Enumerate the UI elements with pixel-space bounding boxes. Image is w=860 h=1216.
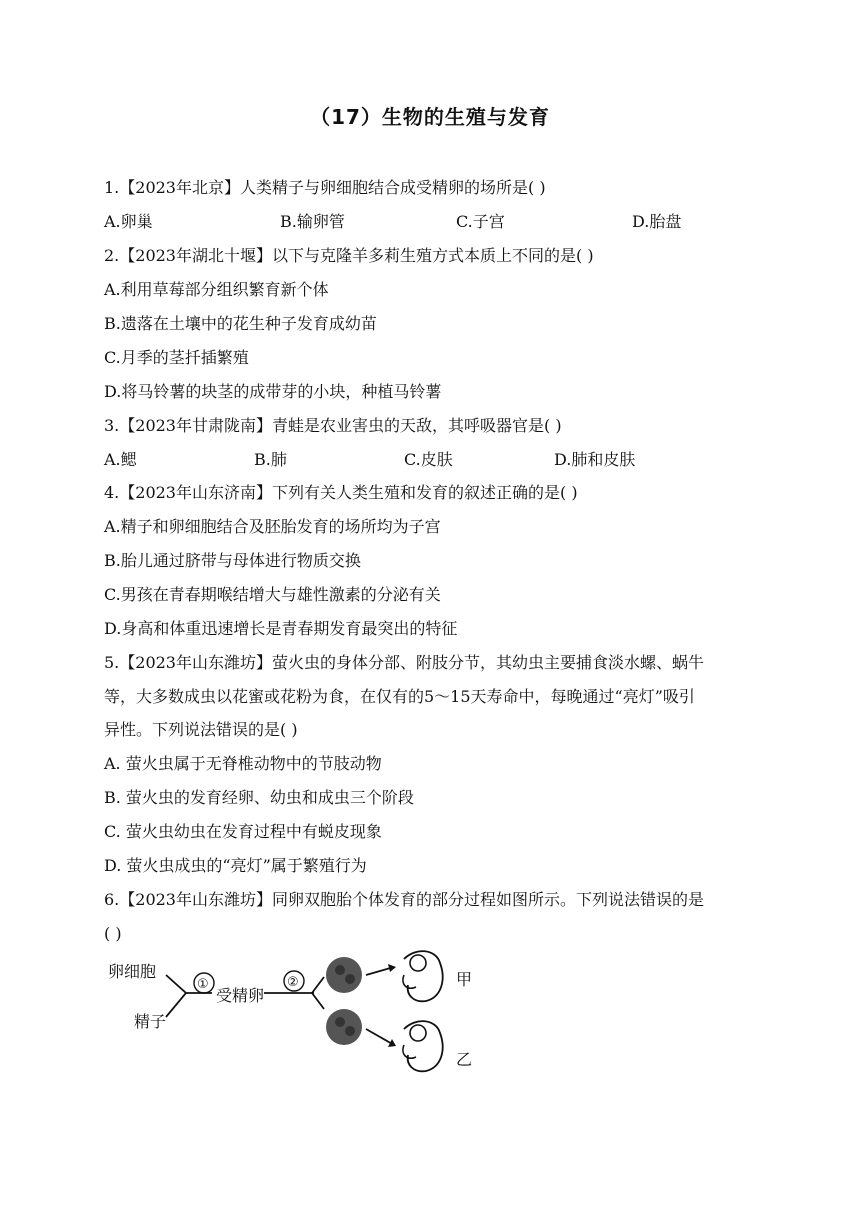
question-2-option-a: A.利用草莓部分组织繁育新个体 [104,280,329,299]
fetus-b-icon [403,1021,443,1071]
cell-mass-lower [326,1009,362,1045]
question-2-stem: 2.【2023年湖北十堰】以下与克隆羊多莉生殖方式本质上不同的是( ) [104,246,594,265]
question-3-option-d: D.肺和皮肤 [554,450,636,469]
split-up-line [312,977,324,993]
question-1-option-d: D.胎盘 [632,212,682,231]
step-2-marker: ② [287,975,299,990]
question-3-option-a: A.鳃 [104,450,137,469]
twin-development-figure [104,945,494,1095]
question-4-option-a: A.精子和卵细胞结合及胚胎发育的场所均为子宫 [104,517,441,536]
question-2-option-d: D.将马铃薯的块茎的成带芽的小块，种植马铃薯 [104,382,442,401]
question-3-option-b: B.肺 [254,450,287,469]
question-5-option-a: A. 萤火虫属于无脊椎动物中的节肢动物 [104,754,382,773]
question-3-option-c: C.皮肤 [404,450,453,469]
question-5-stem-line-2: 等，大多数成虫以花蜜或花粉为食，在仅有的5～15天寿命中，每晚通过“亮灯”吸引 [104,687,695,706]
twin-b-label: 乙 [456,1050,473,1069]
zygote-label: 受精卵 [216,986,265,1005]
question-4-option-c: C.男孩在青春期喉结增大与雄性激素的分泌有关 [104,585,441,604]
question-6-stem-line-1: 6.【2023年山东潍坊】同卵双胞胎个体发育的部分过程如图所示。下列说法错误的是 [104,890,704,909]
question-5-option-b: B. 萤火虫的发育经卵、幼虫和成虫三个阶段 [104,788,414,807]
converge-lines [166,975,186,1017]
question-5-stem-line-3: 异性。下列说法错误的是( ) [104,720,298,739]
twin-a-label: 甲 [456,970,473,989]
question-4-stem: 4.【2023年山东济南】下列有关人类生殖和发育的叙述正确的是( ) [104,483,578,502]
arrow-to-fetus-b [366,1029,394,1045]
question-5-stem-line-1: 5.【2023年山东潍坊】萤火虫的身体分部、附肢分节，其幼虫主要捕食淡水螺、蜗牛 [104,653,704,672]
question-4-option-d: D.身高和体重迅速增长是青春期发育最突出的特征 [104,619,458,638]
question-4-option-b: B.胎儿通过脐带与母体进行物质交换 [104,551,361,570]
page-title: （17）生物的生殖与发育 [310,105,550,129]
question-2-option-b: B.遗落在土壤中的花生种子发育成幼苗 [104,314,377,333]
question-5-option-c: C. 萤火虫幼虫在发育过程中有蜕皮现象 [104,822,382,841]
question-6-stem-line-2: ( ) [104,924,122,943]
fetus-a-icon [403,951,443,1001]
step-1-marker: ① [197,977,209,992]
question-2-option-c: C.月季的茎扦插繁殖 [104,348,249,367]
sperm-label: 精子 [134,1012,167,1031]
question-5-option-d: D. 萤火虫成虫的“亮灯”属于繁殖行为 [104,856,367,875]
split-down-line [312,993,324,1009]
question-1-stem: 1.【2023年北京】人类精子与卵细胞结合成受精卵的场所是( ) [104,178,546,197]
egg-cell-label: 卵细胞 [108,962,157,981]
question-1-option-b: B.输卵管 [280,212,345,231]
question-3-stem: 3.【2023年甘肃陇南】青蛙是农业害虫的天敌，其呼吸器官是( ) [104,416,562,435]
question-1-option-c: C.子宫 [456,212,505,231]
question-1-option-a: A.卵巢 [104,212,153,231]
cell-mass-upper [326,957,362,993]
